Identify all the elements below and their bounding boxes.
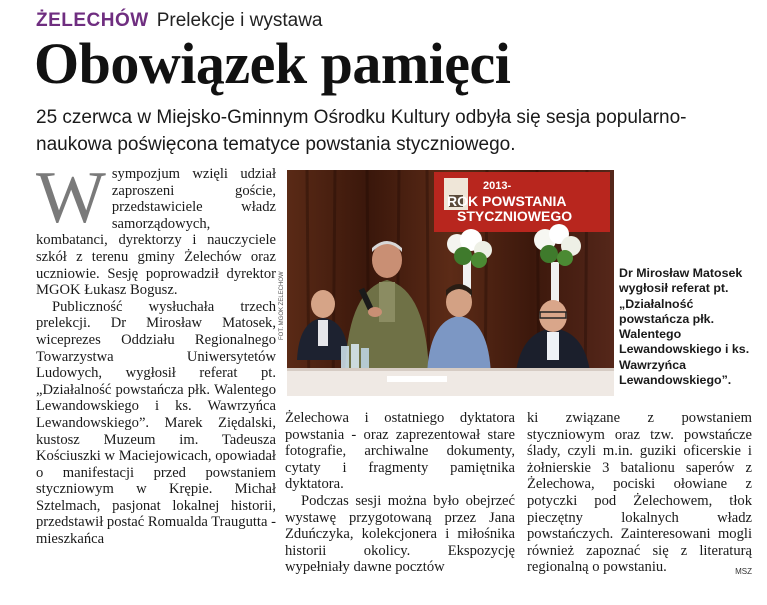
article-column-1 [36, 157, 276, 548]
event-photo-illustration [287, 170, 614, 396]
kicker-place: ŻELECHÓW [36, 10, 149, 31]
article-column-2 [285, 410, 515, 576]
paragraph-4: Podczas sesji można było obejrzeć wystawę przygotowaną przez Jana Zduńczyka, kolekcjonera i miłośnika historii okolicy. Ekspozycję wypełniały dawne pocztów [285, 492, 515, 576]
kicker-section: Prelekcje i wystawa [156, 10, 323, 31]
author-signature: MSZ [735, 567, 752, 577]
svg-text:2013-: 2013- [483, 180, 512, 192]
article-column-3 [527, 410, 752, 581]
paragraph-4-continued: ki związane z powstaniem styczniowym oraz tzw. powstańcze ślady, czyli m.in. guziki oficerskie i żołnierskie 3 batalionu saperów z Żelechowa, pociski ołowiane z potyczki pod Żelechowem, tłok pieczętny lokalnych władz powstańczych. Zainteresowani mogli również zapoznać się z literaturą regionalną o powstaniu. MSZ [527, 410, 752, 576]
anniversary-banner [434, 172, 610, 232]
paragraph-1: sympozjum wzięli udział zaproszeni goście, przedstawiciele władz samorządowych, kombatanci, dyrektorzy i nauczyciele szkół z terenu gminy Żelechów oraz uczniowie. Sesję poprowadził dyrektor MGOK Łukasz Bogusz. [36, 166, 276, 299]
article-kicker [36, 10, 323, 32]
paragraph-3: Żelechowa i ostatniego dyktatora powstania - oraz zaprezentował stare fotografie, archiwalne dokumenty, cytaty i fragmenty pamiętnika dyktatora. [285, 410, 515, 493]
table-papers [387, 376, 447, 382]
event-photo [287, 170, 614, 396]
drop-cap: W [36, 157, 106, 239]
photo-caption: Dr Mirosław Matosek wygłosił referat pt. „Działalność powstańcza płk. Walentego Lewandowskiego i ks. Wawrzyńca Lewandowskiego”. [619, 266, 750, 388]
photo-credit: FOT. MGOK ŻELECHÓW [279, 271, 285, 340]
paragraph-2: Publiczność wysłuchała trzech prelekcji. Dr Mirosław Matosek, wiceprezes Oddziału Regionalnego Towarzystwa Uniwersytetów Ludowych, wygłosił referat pt. „Działalność powstańcza płk. Walentego Lewandowskiego i ks. Wawrzyńca Lewandowskiego”. Marek Ziędalski, kustosz Muzeum im. Tadeusza Kościuszki w Maciejowicach, opowiadał o manifestacji przed powstaniem styczniowym w Krępie. Michał Sztelmach, pasjonat lokalnej historii, przedstawił postać Romualda Traugutta - mieszkańca [36, 298, 276, 548]
svg-text:ROK POWSTANIA: ROK POWSTANIA [447, 193, 567, 209]
svg-text:STYCZNIOWEGO: STYCZNIOWEGO [457, 208, 573, 224]
conference-table [287, 368, 614, 396]
article-lead: 25 czerwca w Miejsko-Gminnym Ośrodku Kultury odbyła się sesja popularno-naukowa poświęcona tematyce powstania styczniowego. [36, 107, 687, 155]
article-headline: Obowiązek pamięci [34, 31, 511, 96]
